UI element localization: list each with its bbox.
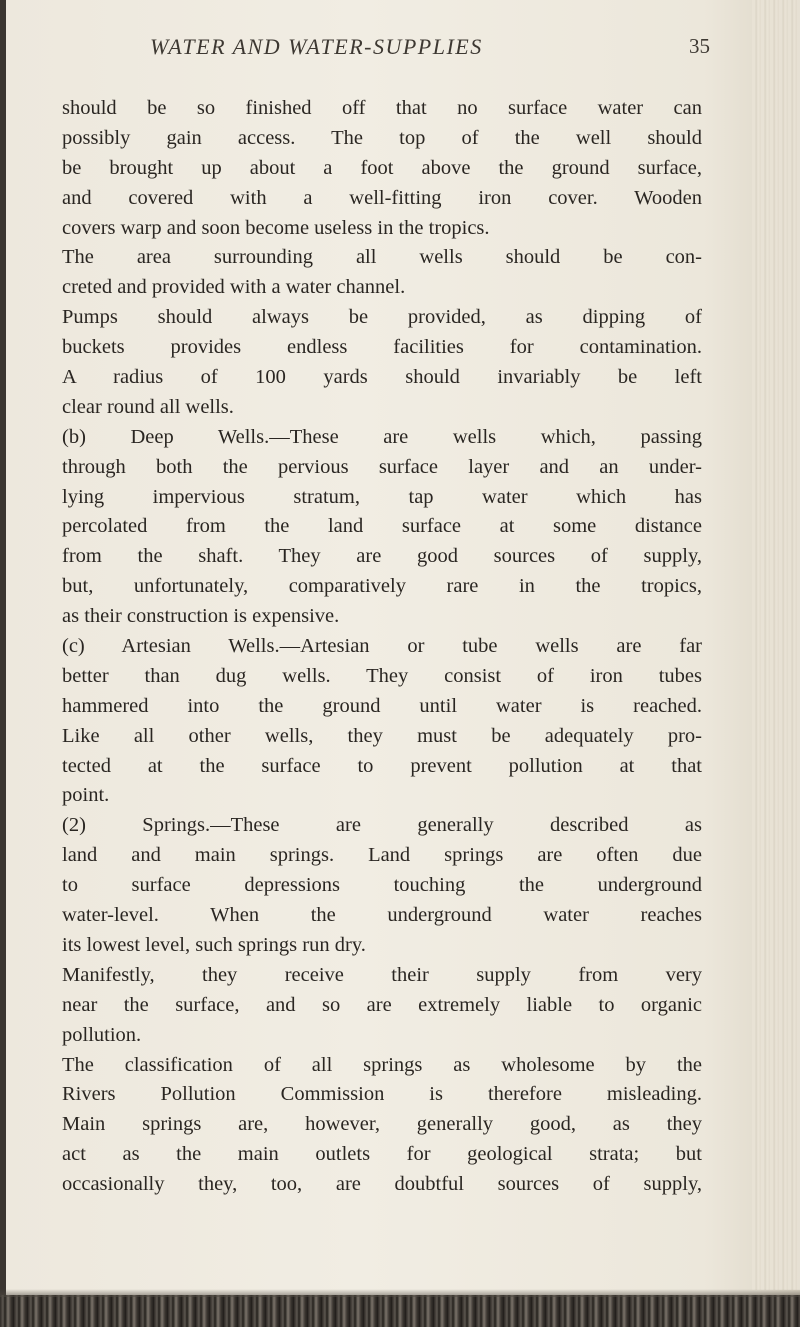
text-line: Pumps should always be provided, as dipping of [62,306,702,329]
text-line: buckets provides endless facilities for contamination. [62,336,702,359]
text-line: hammered into the ground until water is reached. [62,694,702,717]
text-line: pollution. [62,1023,142,1046]
text-line: from the shaft. They are good sources of supply, [62,545,702,568]
text-line: tected at the surface to prevent pollution at that [62,754,702,777]
running-title: WATER AND WATER-SUPPLIES [150,34,483,59]
text-line: possibly gain access. The top of the well should [62,126,702,149]
text-line: better than dug wells. They consist of iron tubes [62,664,702,687]
running-header [150,34,710,64]
text-line: (2) Springs.—These are generally described as [62,814,702,837]
text-line: percolated from the land surface at some distance [62,515,702,538]
text-line: should be so finished off that no surface water can [62,97,702,119]
text-line: covers warp and soon become useless in the tropics. [62,216,490,239]
page-gutter-edges [752,0,800,1290]
text-line: water-level. When the underground water reaches [62,904,702,927]
text-line: The area surrounding all wells should be con- [62,246,702,269]
text-line: occasionally they, too, are doubtful sources of supply, [62,1173,702,1196]
text-line: land and main springs. Land springs are often due [62,844,702,867]
text-line: A radius of 100 yards should invariably be left [62,366,702,389]
text-line: (b) Deep Wells.—These are wells which, passing [62,425,702,448]
text-line: lying impervious stratum, tap water which has [62,485,702,508]
text-line: Manifestly, they receive their supply from very [62,963,702,986]
text-line: point. [62,784,110,807]
text-line: act as the main outlets for geological strata; but [62,1143,702,1166]
text-line: Like all other wells, they must be adequately pro- [62,724,702,747]
page-bottom-edge [0,1295,800,1327]
text-line: near the surface, and so are extremely liable to organic [62,993,702,1016]
text-line: creted and provided with a water channel. [62,276,406,299]
text-line: Rivers Pollution Commission is therefore misleading. [62,1083,702,1106]
text-line: (c) Artesian Wells.—Artesian or tube wells are far [62,635,702,658]
text-line: its lowest level, such springs run dry. [62,933,366,956]
text-line: but, unfortunately, comparatively rare in the tropics, [62,575,702,598]
text-line: clear round all wells. [62,395,234,418]
text-line: The classification of all springs as wholesome by the [62,1053,702,1076]
text-line: Main springs are, however, generally good, as they [62,1113,702,1136]
page-number: 35 [689,34,710,58]
text-line: to surface depressions touching the underground [62,874,702,897]
text-line: as their construction is expensive. [62,605,340,628]
text-line: through both the pervious surface layer and an under- [62,455,702,478]
body-text [62,94,702,1200]
text-line: and covered with a well-fitting iron cover. Wooden [62,186,702,209]
page-left-edge [0,0,6,1327]
text-line: be brought up about a foot above the ground surface, [62,156,702,179]
